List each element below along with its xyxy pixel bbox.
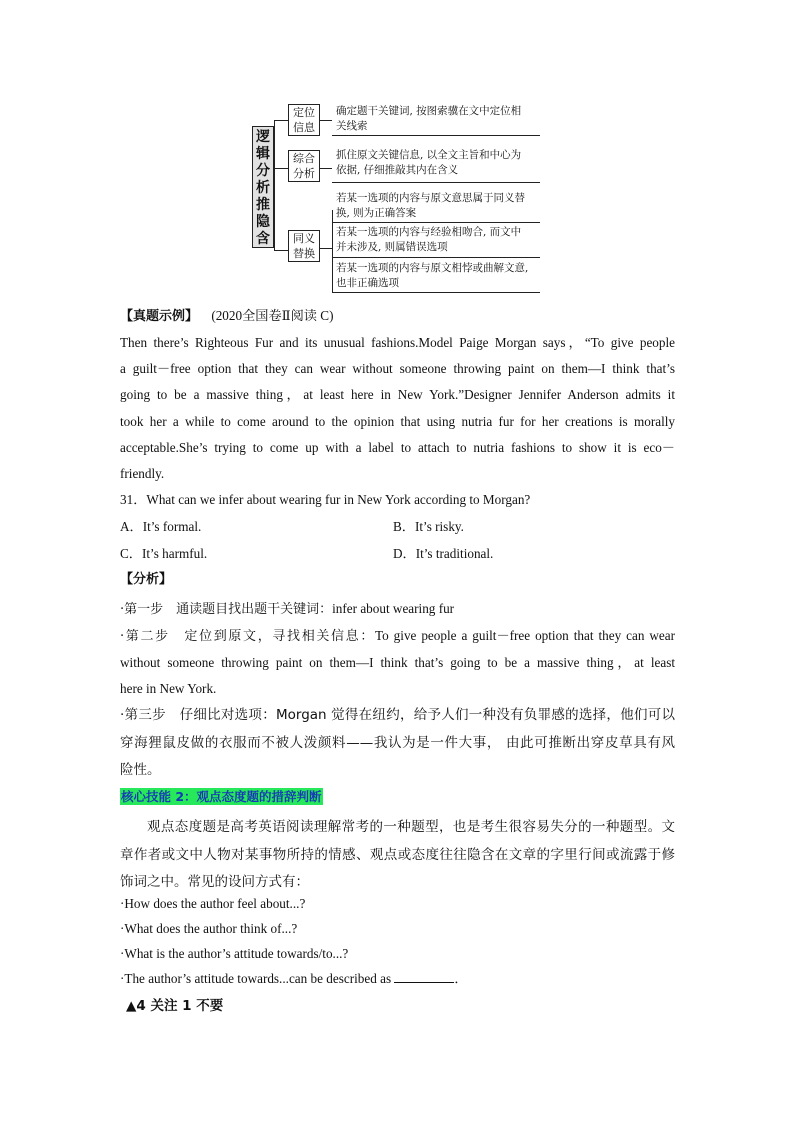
diagram-connector <box>320 168 332 169</box>
step-2-label: ·第二步 定位到原文，寻找相关信息： <box>120 629 375 644</box>
skill-intro-line: 饰词之中。常见的设问方式有： <box>120 874 309 890</box>
skill-intro-line: 观点态度题是高考英语阅读理解常考的一种题型，也是考生很容易失分的一种题型。文 <box>147 819 675 835</box>
diagram-spine <box>274 120 275 250</box>
step-3-line: Morgan 觉得在纽约，给予人们一种没有负罪感的选择，他们可以 <box>275 707 675 723</box>
passage-line: friendly. <box>120 466 165 482</box>
diagram-root: 逻 辑 分 析 推 隐 含 <box>252 126 274 248</box>
leaf-text: 确定题干关键词, 按图索骥在文中定位相 关线索 <box>336 105 522 132</box>
branch-box-3: 同义 替换 <box>288 230 320 262</box>
example-heading: 【真题示例】 <box>120 309 199 324</box>
passage-line: took her a while to come around to the opinion that using nutria fur for her creations is morally <box>120 413 675 429</box>
option-a: A．It’s formal. <box>120 519 202 534</box>
example-source: (2020全国卷Ⅱ阅读 C) <box>211 308 334 323</box>
leaf-text: 抓住原文关键信息, 以全文主旨和中心为 依据, 仔细推敲其内在含义 <box>336 149 522 176</box>
leaf-underline <box>332 222 540 223</box>
answer-blank <box>394 970 454 983</box>
step-1-text: infer about wearing fur <box>332 601 455 616</box>
step-2 <box>120 623 675 703</box>
diagram-connector <box>274 120 288 121</box>
question-form-2: ·What does the author think of...? <box>120 921 298 936</box>
passage-line: Then there’s Righteous Fur and its unusual fashions.Model Paige Morgan says，“To give people <box>120 335 675 350</box>
skill-intro-line: 章作者或文中人物对某事物所持的情感、观点或态度往往隐含在文章的字里行间或流露于修 <box>120 846 675 863</box>
footer-note: ▲4 关注 1 不要 <box>126 998 224 1014</box>
leaf-underline <box>332 182 540 183</box>
question-form-3: ·What is the author’s attitude towards/to...? <box>120 946 349 961</box>
branch-box-2: 综合 分析 <box>288 150 320 182</box>
option-d: D．It’s traditional. <box>393 546 494 561</box>
passage-line: a guilt－free option that they can wear without someone throwing paint on them—I think that’s <box>120 361 675 377</box>
logic-diagram <box>250 100 550 296</box>
passage-line: going to be a massive thing，at least here in New York.”Designer Jennifer Anderson admits it <box>120 387 675 403</box>
diagram-connector <box>320 248 332 249</box>
leaf-text: 若某一选项的内容与原文意思属于同义替 换, 则为正确答案 <box>336 192 525 219</box>
step-3-line: 险性。 <box>120 762 161 778</box>
option-b: B．It’s risky. <box>393 519 464 534</box>
leaf-text: 若某一选项的内容与原文相悖或曲解文意, 也非正确选项 <box>336 262 529 289</box>
step-3 <box>120 702 675 785</box>
step-3-label: ·第三步 仔细比对选项： <box>120 707 276 723</box>
question-form-4 <box>120 966 468 992</box>
question-form-4-text: ·The author’s attitude towards...can be described as <box>120 971 392 986</box>
skill-intro <box>120 814 675 897</box>
question-form-1: ·How does the author feel about...? <box>120 896 306 911</box>
analysis-heading: 【分析】 <box>120 572 173 587</box>
skill-title: 核心技能 2：观点态度题的措辞判断 <box>121 789 322 804</box>
leaf-underline <box>332 257 540 258</box>
step-1 <box>120 596 454 623</box>
passage <box>120 330 675 487</box>
leaf-underline <box>332 135 540 136</box>
step-1-label: ·第一步 通读题目找出题干关键词： <box>120 602 333 617</box>
diagram-connector <box>320 120 332 121</box>
step-2-line: To give people a guilt－free option that they can wear <box>375 628 675 643</box>
leaf-text: 若某一选项的内容与经验相吻合, 而文中 并未涉及, 则属错误选项 <box>336 226 522 253</box>
option-c: C．It’s harmful. <box>120 546 208 561</box>
passage-line: acceptable.She’s trying to come up with a label to attach to nutria fashions to show it is eco－ <box>120 439 675 455</box>
leaf-underline <box>332 292 540 293</box>
step-2-line: without someone throwing paint on them—I think that’s going to be a massive thing，at least <box>120 655 675 671</box>
question: 31．What can we infer about wearing fur in New York according to Morgan? <box>120 492 531 507</box>
step-3-line: 穿海狸鼠皮做的衣服而不被人泼颜料——我认为是一件大事， 由此可推断出穿皮草具有风 <box>120 734 675 751</box>
example-heading-row <box>120 303 333 330</box>
step-2-line: here in New York. <box>120 681 217 697</box>
diagram-connector <box>274 250 288 251</box>
branch-box-1: 定位 信息 <box>288 104 320 136</box>
skill-title-row <box>120 784 323 810</box>
question-form-4-suffix: ． <box>454 971 468 986</box>
diagram-connector <box>274 168 288 169</box>
